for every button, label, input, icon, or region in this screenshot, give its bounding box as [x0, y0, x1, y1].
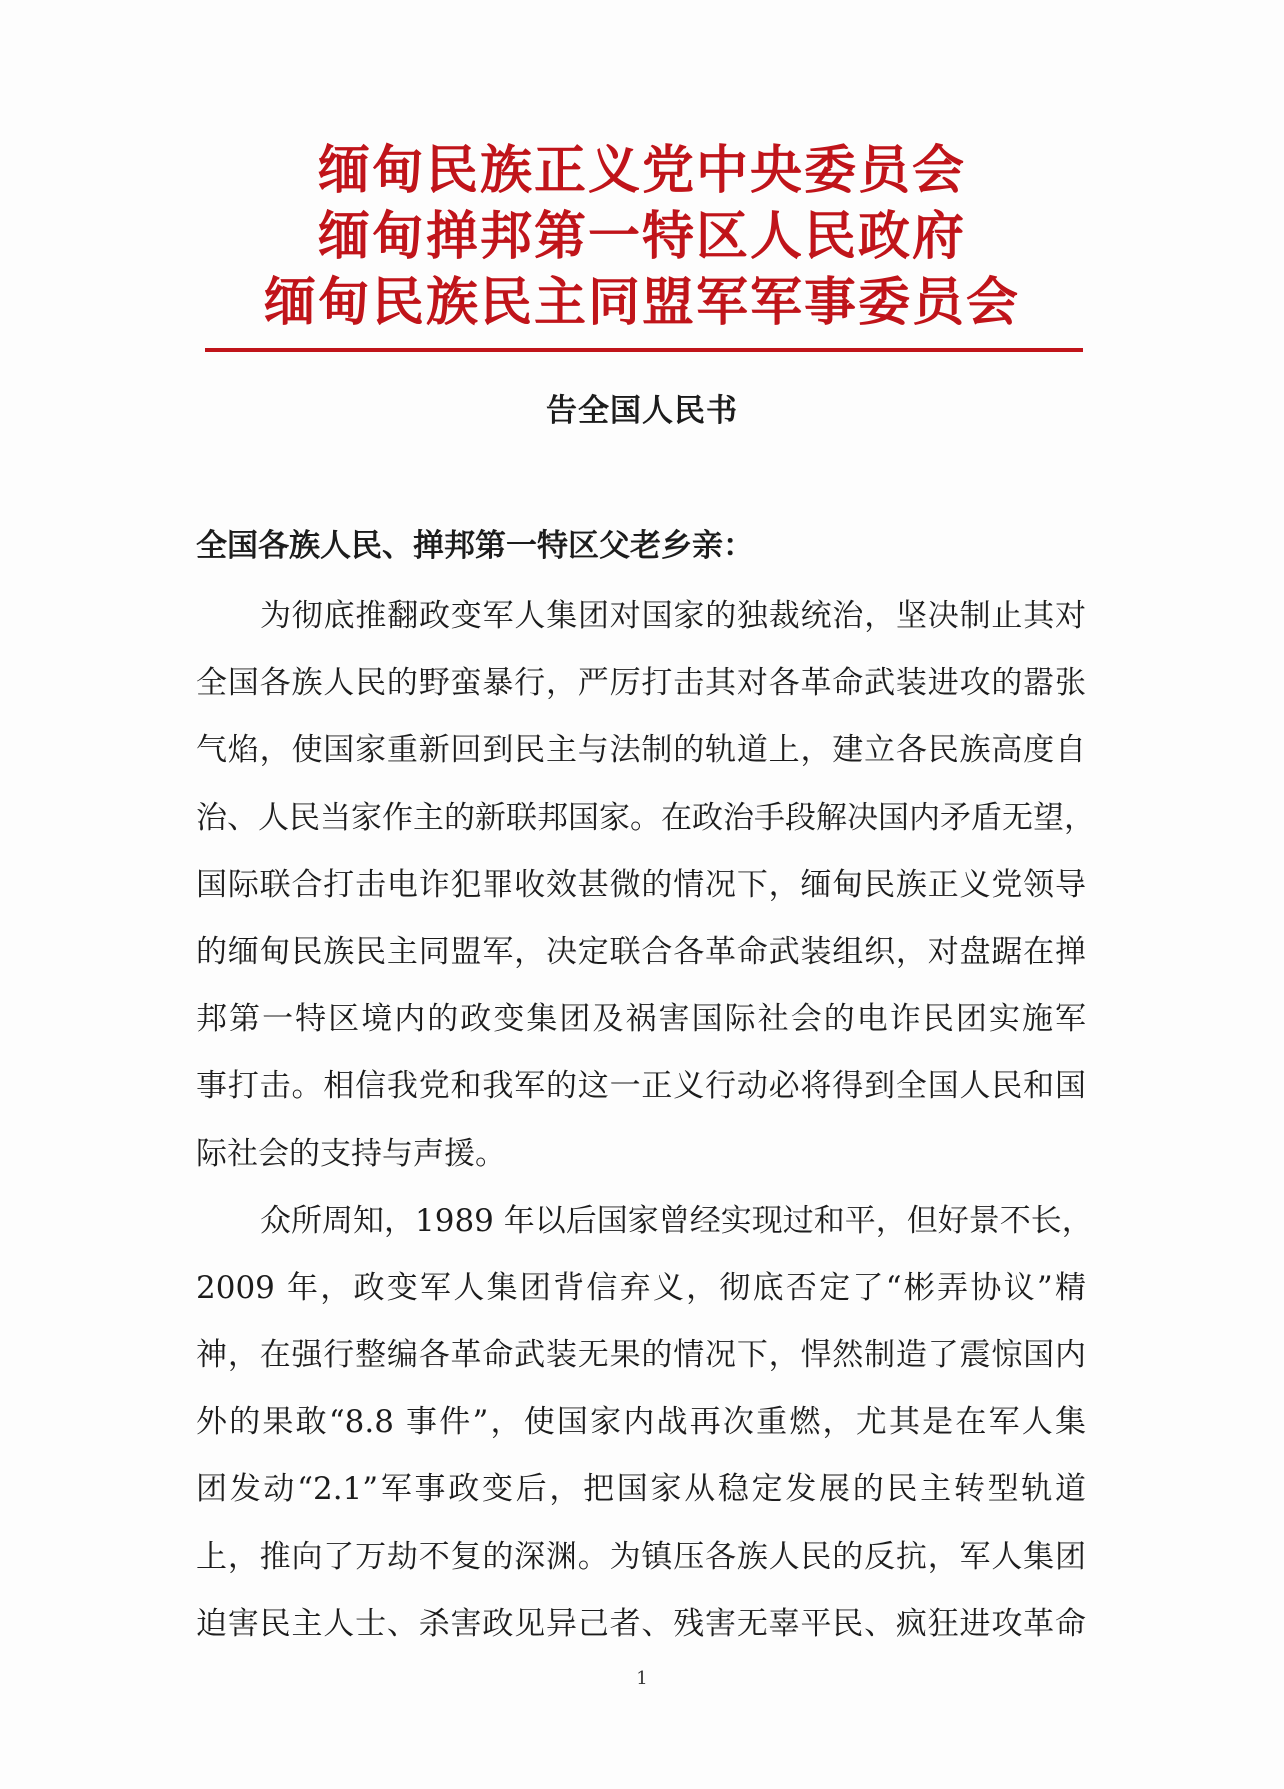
body-line: 2009 年，政变军人集团背信弃义，彻底否定了“彬弄协议”精: [196, 1269, 1086, 1306]
body-line: 众所周知，1989 年以后国家曾经实现过和平，但好景不长，: [260, 1202, 1093, 1239]
body-line: 外的果敢“8.8 事件”，使国家内战再次重燃，尤其是在军人集: [196, 1404, 1086, 1441]
body-line: 的缅甸民族民主同盟军，决定联合各革命武装组织，对盘踞在掸: [196, 933, 1086, 970]
body-line: 邦第一特区境内的政变集团及祸害国际社会的电诈民团实施军: [196, 1001, 1086, 1038]
body-line: 际社会的支持与声援。: [196, 1135, 506, 1172]
salutation: 全国各族人民、掸邦第一特区父老乡亲：: [196, 528, 754, 564]
letterhead-divider: [205, 348, 1083, 352]
letterhead-line-party: 缅甸民族正义党中央委员会: [317, 141, 966, 201]
body-line: 迫害民主人士、杀害政见异己者、残害无辜平民、疯狂进攻革命: [196, 1605, 1086, 1642]
body-line: 治、人民当家作主的新联邦国家。在政治手段解决国内矛盾无望，: [196, 799, 1095, 836]
document-body: [196, 583, 1095, 1658]
letterhead-line-government: 缅甸掸邦第一特区人民政府: [317, 207, 966, 267]
body-line: 团发动“2.1”军事政变后，把国家从稳定发展的民主转型轨道: [196, 1471, 1086, 1508]
page-number: 1: [636, 1668, 648, 1689]
body-line: 上，推向了万劫不复的深渊。为镇压各族人民的反抗，军人集团: [196, 1538, 1086, 1575]
letterhead: [0, 138, 1284, 336]
body-line: 神，在强行整编各革命武装无果的情况下，悍然制造了震惊国内: [196, 1337, 1086, 1374]
body-line: 事打击。相信我党和我军的这一正义行动必将得到全国人民和国: [196, 1068, 1086, 1105]
body-line: 气焰，使国家重新回到民主与法制的轨道上，建立各民族高度自: [196, 732, 1086, 769]
body-line: 国际联合打击电诈犯罪收效甚微的情况下，缅甸民族正义党领导: [196, 866, 1086, 903]
document-title: 告全国人民书: [546, 393, 738, 429]
body-line: 全国各族人民的野蛮暴行，严厉打击其对各革命武装进攻的嚣张: [196, 665, 1086, 702]
letterhead-line-army: 缅甸民族民主同盟军军事委员会: [263, 273, 1020, 333]
body-line: 为彻底推翻政变军人集团对国家的独裁统治，坚决制止其对: [260, 598, 1086, 634]
